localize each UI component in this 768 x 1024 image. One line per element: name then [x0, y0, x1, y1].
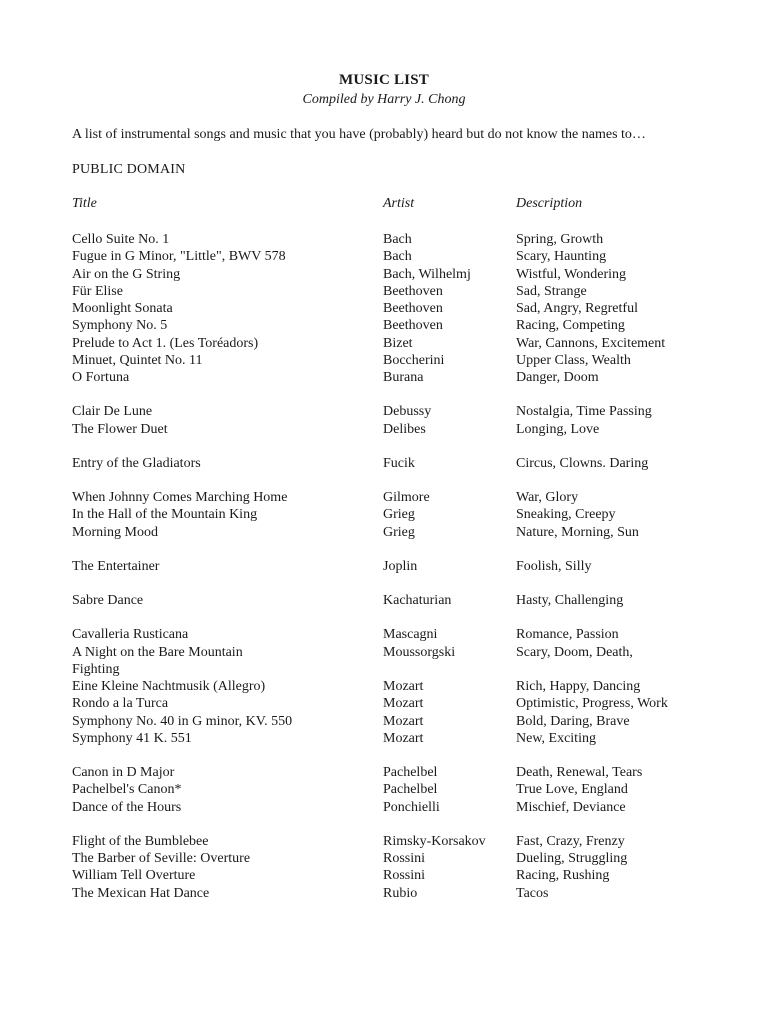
table-row	[0, 317, 768, 334]
row-description: Circus, Clowns. Daring	[516, 455, 649, 471]
row-title: The Barber of Seville: Overture	[72, 851, 251, 866]
row-title: Canon in D Major	[72, 765, 175, 780]
row-title: Morning Mood	[72, 524, 158, 540]
row-title: Fugue in G Minor, "Little", BWV 578	[72, 249, 286, 265]
row-title: The Mexican Hat Dance	[72, 885, 210, 901]
row-title: Moonlight Sonata	[72, 301, 173, 316]
row-description: Scary, Haunting	[516, 249, 607, 265]
music-table	[0, 231, 768, 902]
row-artist: Boccherini	[383, 352, 445, 368]
row-title: Flight of the Bumblebee	[72, 833, 209, 849]
row-title: Sabre Dance	[72, 593, 144, 608]
table-row	[0, 248, 768, 265]
row-title: Entry of the Gladiators	[72, 455, 201, 471]
row-artist: Grieg	[383, 507, 415, 523]
row-artist: Bach	[383, 232, 412, 247]
table-row	[0, 524, 768, 541]
table-row	[0, 403, 768, 420]
row-artist: Fucik	[383, 455, 415, 471]
row-description: Fast, Crazy, Frenzy	[516, 833, 625, 849]
row-title: Eine Kleine Nachtmusik (Allegro)	[72, 679, 266, 694]
row-artist: Delibes	[383, 421, 426, 437]
row-title: In the Hall of the Mountain King	[72, 507, 258, 523]
row-artist: Burana	[383, 370, 424, 385]
column-header-description: Description	[516, 196, 583, 211]
row-artist: Rubio	[383, 885, 418, 901]
row-title-continuation: Fighting	[72, 661, 120, 677]
document-subtitle: Compiled by Harry J. Chong	[302, 92, 466, 107]
column-header-title: Title	[72, 196, 97, 211]
row-artist: Rimsky-Korsakov	[383, 833, 486, 849]
row-title: Cavalleria Rusticana	[72, 627, 189, 643]
column-header-artist: Artist	[383, 196, 415, 211]
row-artist: Ponchielli	[383, 799, 440, 815]
table-row	[0, 678, 768, 695]
row-description: New, Exciting	[516, 730, 596, 746]
row-artist: Kachaturian	[383, 593, 452, 608]
row-artist: Bizet	[383, 335, 413, 351]
row-description: Wistful, Wondering	[516, 266, 627, 282]
table-row	[0, 833, 768, 850]
table-row	[0, 352, 768, 369]
table-row	[0, 799, 768, 816]
table-row	[0, 695, 768, 712]
row-artist: Bach, Wilhelmj	[383, 266, 471, 282]
row-description: Rich, Happy, Dancing	[516, 679, 641, 694]
table-row	[0, 592, 768, 609]
row-artist: Beethoven	[383, 283, 443, 299]
row-artist: Moussorgski	[383, 644, 456, 660]
row-title: Pachelbel's Canon*	[72, 782, 182, 798]
row-description: Bold, Daring, Brave	[516, 713, 630, 729]
row-title: Cello Suite No. 1	[72, 232, 170, 247]
row-artist: Grieg	[383, 524, 415, 540]
row-title: The Flower Duet	[72, 421, 168, 437]
row-description: Racing, Competing	[516, 318, 625, 334]
row-description: Nostalgia, Time Passing	[516, 404, 652, 420]
row-description: Foolish, Silly	[516, 558, 592, 574]
row-title-line: A Night on the Bare Mountain	[72, 644, 243, 660]
row-description: Longing, Love	[516, 421, 600, 437]
row-title: The Entertainer	[72, 558, 160, 574]
row-description: Death, Renewal, Tears	[516, 765, 643, 780]
table-row	[0, 455, 768, 472]
table-row	[0, 644, 768, 679]
row-artist: Pachelbel	[383, 782, 438, 798]
table-row	[0, 781, 768, 798]
row-description: Sad, Angry, Regretful	[516, 301, 638, 316]
row-description: Mischief, Deviance	[516, 799, 626, 815]
row-title: Air on the G String	[72, 266, 181, 282]
row-artist: Joplin	[383, 558, 418, 574]
row-description: Danger, Doom	[516, 370, 599, 385]
row-artist: Bach	[383, 249, 412, 265]
table-row	[0, 626, 768, 643]
row-description: Scary, Doom, Death,	[516, 644, 633, 660]
table-row	[0, 730, 768, 747]
row-title: Symphony 41 K. 551	[72, 730, 192, 746]
row-artist: Pachelbel	[383, 765, 438, 780]
row-description: War, Cannons, Excitement	[516, 335, 666, 351]
row-title	[72, 644, 377, 678]
row-artist: Mozart	[383, 696, 424, 712]
document-title: MUSIC LIST	[339, 72, 429, 88]
section-heading: PUBLIC DOMAIN	[72, 162, 186, 177]
row-artist: Mozart	[383, 730, 424, 746]
row-description: Sad, Strange	[516, 283, 587, 299]
row-description: Nature, Morning, Sun	[516, 524, 639, 540]
column-headers	[0, 196, 768, 214]
intro-paragraph: A list of instrumental songs and music that you have (probably) heard but do not know the names to…	[72, 127, 646, 142]
row-description: Optimistic, Progress, Work	[516, 696, 668, 712]
table-row	[0, 300, 768, 317]
table-row	[0, 335, 768, 352]
table-row	[0, 266, 768, 283]
row-description: Dueling, Struggling	[516, 851, 628, 866]
table-row	[0, 506, 768, 523]
row-artist: Debussy	[383, 404, 432, 420]
row-title: Dance of the Hours	[72, 799, 182, 815]
row-description: Racing, Rushing	[516, 868, 610, 884]
row-artist: Rossini	[383, 851, 426, 866]
row-description: Tacos	[516, 885, 549, 901]
table-row	[0, 369, 768, 386]
row-artist: Gilmore	[383, 490, 430, 505]
table-row	[0, 558, 768, 575]
row-description: True Love, England	[516, 782, 628, 798]
table-row	[0, 231, 768, 248]
row-title: When Johnny Comes Marching Home	[72, 490, 288, 505]
table-row	[0, 885, 768, 902]
row-description: Romance, Passion	[516, 627, 619, 643]
table-row	[0, 713, 768, 730]
row-artist: Rossini	[383, 868, 426, 884]
row-title: William Tell Overture	[72, 868, 196, 884]
row-title: Symphony No. 5	[72, 318, 168, 334]
table-row	[0, 421, 768, 438]
row-artist: Beethoven	[383, 301, 443, 316]
row-title: Für Elise	[72, 283, 123, 299]
table-row	[0, 867, 768, 884]
row-artist: Beethoven	[383, 318, 443, 334]
row-artist: Mascagni	[383, 627, 438, 643]
row-title: Prelude to Act 1. (Les Toréadors)	[72, 335, 259, 351]
row-title: Clair De Lune	[72, 404, 153, 420]
row-title: Rondo a la Turca	[72, 696, 169, 712]
table-row	[0, 850, 768, 867]
row-description: Upper Class, Wealth	[516, 352, 631, 368]
row-artist: Mozart	[383, 679, 424, 694]
row-description: Spring, Growth	[516, 232, 604, 247]
row-description: Sneaking, Creepy	[516, 507, 616, 523]
table-row	[0, 283, 768, 300]
row-title: Symphony No. 40 in G minor, KV. 550	[72, 713, 293, 729]
table-row	[0, 764, 768, 781]
row-title: O Fortuna	[72, 370, 130, 385]
row-artist: Mozart	[383, 713, 424, 729]
row-description: Hasty, Challenging	[516, 593, 624, 608]
row-title: Minuet, Quintet No. 11	[72, 352, 203, 368]
row-description: War, Glory	[516, 490, 579, 505]
table-row	[0, 489, 768, 506]
